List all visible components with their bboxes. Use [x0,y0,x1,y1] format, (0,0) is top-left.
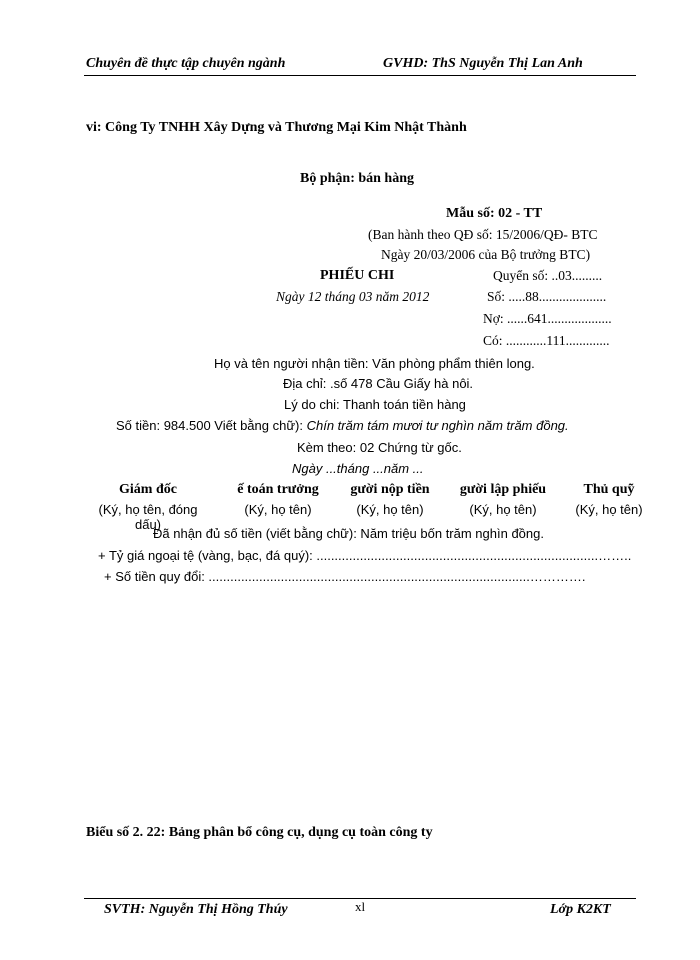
receiver-line: Họ và tên người nhận tiền: Văn phòng phẩm thiên long. [214,356,535,371]
voucher-date: Ngày 12 tháng 03 năm 2012 [276,289,430,304]
header-right: GVHD: ThS Nguyễn Thị Lan Anh [383,56,583,71]
form-code: Mẫu số: 02 - TT [446,206,543,221]
received-line: Đã nhận đủ số tiền (viết bằng chữ): Năm triệu bốn trăm nghìn đồng. [153,526,544,541]
signature-note: (Ký, họ tên, đóng dấu) [98,502,198,532]
signature-title: Giám đốc [119,482,177,497]
signature-note: (Ký, họ tên) [356,502,424,517]
table-caption: Biểu số 2. 22: Bảng phân bổ công cụ, dụng cụ toàn công ty [86,825,433,840]
department: Bộ phận: bán hàng [300,171,415,186]
voucher-book-no: Quyển số: ..03......... [493,268,603,283]
voucher-debit: Nợ: ......641................... [483,311,612,326]
form-issued-line2: Ngày 20/03/2006 của Bộ trưởng BTC) [381,247,591,262]
voucher-number: Số: .....88.................... [487,289,607,304]
signature-title: gười lập phiếu [459,482,547,497]
signature-payer [340,482,440,517]
voucher-title: PHIẾU CHI [320,268,395,283]
signature-note: (Ký, họ tên) [469,502,537,517]
signature-chief-accountant [228,482,328,517]
voucher-credit: Có: ............111............. [483,333,610,348]
signature-title: ế toán trưởng [237,482,319,497]
signature-cashier [568,482,650,517]
signature-title: Thủ quỹ [583,482,635,497]
header-rule [84,75,636,76]
sign-date: Ngày ...tháng ...năm ... [292,461,424,476]
attached-line: Kèm theo: 02 Chứng từ gốc. [297,440,462,455]
signature-director [84,482,212,532]
amount-words: Chín trăm tám mươi tư nghìn năm trăm đồng. [306,418,569,433]
signature-title: gười nộp tiền [350,482,430,497]
amount-line [116,418,569,433]
header-left: Chuyên đề thực tập chuyên ngành [86,56,286,71]
unit-name: vi: Công Ty TNHH Xây Dựng và Thương Mại Kim Nhật Thành [86,120,467,135]
exchange-rate-line: + Tỷ giá ngoại tệ (vàng, bạc, đá quý): ..............................................................................…….. [98,548,632,563]
signature-note: (Ký, họ tên) [244,502,312,517]
converted-amount-line: + Số tiền quy đổi: .........................................................................................…………. [104,569,586,584]
footer-right: Lớp K2KT [550,902,611,917]
signature-note: (Ký, họ tên) [575,502,643,517]
footer-left: SVTH: Nguyễn Thị Hồng Thúy [104,902,288,917]
amount-label: Số tiền: 984.500 Viết bằng chữ): [116,418,303,433]
form-issued-line1: (Ban hành theo QĐ số: 15/2006/QĐ- BTC [368,227,598,242]
page-number: xl [355,899,366,914]
signature-preparer [450,482,556,517]
address-line: Địa chỉ: .số 478 Cầu Giấy hà nôi. [283,376,474,391]
reason-line: Lý do chi: Thanh toán tiền hàng [284,397,466,412]
